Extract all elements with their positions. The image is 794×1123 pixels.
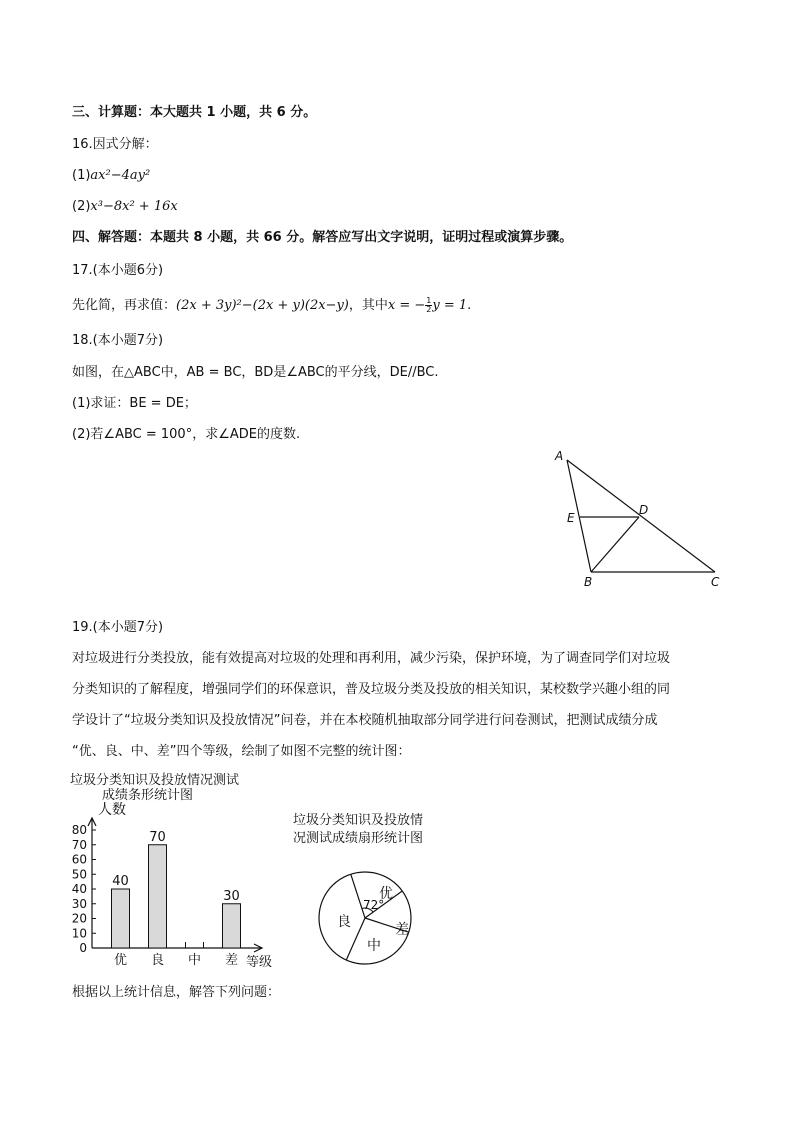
y-tick-label: 0 xyxy=(79,941,87,955)
bar-value-label: 40 xyxy=(112,874,129,889)
bar-chart-ylabel: 人数 xyxy=(98,802,126,818)
bar-chart-title-line2: 成绩条形统计图 xyxy=(102,788,194,803)
bar-chart-marks xyxy=(72,818,262,968)
q19-paragraph-line: 对垃圾进行分类投放，能有效提高对垃圾的处理和再利用，减少污染，保护环境，为了调查同学们对垃圾 xyxy=(72,651,671,666)
y-tick-label: 10 xyxy=(71,926,87,941)
y-tick-label: 40 xyxy=(71,882,87,896)
pie-chart-marks xyxy=(319,872,411,964)
triangle-figure xyxy=(545,446,730,594)
category-label: 良 xyxy=(150,953,165,968)
q16-part1 xyxy=(72,167,150,185)
y-tick-label: 20 xyxy=(71,911,87,926)
section3-heading: 三、计算题：本大题共 1 小题，共 6 分。 xyxy=(72,105,317,120)
pie-slice-label: 优 xyxy=(379,886,393,902)
label-e: E xyxy=(567,511,575,525)
y-tick-label: 70 xyxy=(71,837,87,852)
bar-value-label: 30 xyxy=(223,888,240,904)
q17-end: . xyxy=(467,298,472,313)
bar-chart xyxy=(60,768,290,974)
q19-closing: 根据以上统计信息，解答下列问题： xyxy=(72,985,281,1000)
q19-title: 19.(本小题7分) xyxy=(72,620,164,635)
q16-part2 xyxy=(72,198,178,216)
pie-slice-label: 差 xyxy=(395,922,409,938)
y-tick-label: 80 xyxy=(71,823,87,837)
q19-paragraph-line: “优、良、中、差”四个等级，绘制了如图不完整的统计图： xyxy=(72,744,411,759)
q17-frac-numerator: 1 xyxy=(426,296,432,305)
label-c: C xyxy=(711,575,720,589)
q17-x-equals: x = − xyxy=(387,298,426,313)
q18-part2: (2)若∠ABC = 100°，求∠ADE的度数. xyxy=(72,427,301,442)
q17-prefix: 先化简，再求值： xyxy=(72,298,177,313)
y-tick-label: 30 xyxy=(71,896,87,911)
q18-title: 18.(本小题7分) xyxy=(72,333,164,348)
pie-chart-title-line2: 况测试成绩扇形统计图 xyxy=(293,831,424,846)
pie-chart xyxy=(285,808,465,972)
q19-paragraph-line: 学设计了“垃圾分类知识及投放情况”问卷，并在本校随机抽取部分同学进行问卷测试，把测试成绩分成 xyxy=(72,713,658,728)
q16-part1-label: (1) xyxy=(72,168,91,183)
q16-title: 16.因式分解： xyxy=(72,137,158,152)
label-b: B xyxy=(584,575,593,589)
category-label: 差 xyxy=(224,953,239,968)
pie-chart-title-line1: 垃圾分类知识及投放情 xyxy=(293,813,424,828)
q18-statement: 如图，在△ABC中，AB = BC，BD是∠ABC的平分线，DE//BC. xyxy=(72,365,439,380)
q17-expression: (2x + 3y)²−(2x + y)(2x−y) xyxy=(176,298,349,313)
label-d: D xyxy=(639,503,649,517)
q16-part1-expression: ax²−4ay² xyxy=(90,168,151,183)
label-a: A xyxy=(555,449,564,463)
q18-part1: (1)求证：BE = DE； xyxy=(72,396,197,411)
q17-statement xyxy=(72,297,471,315)
pie-slice-label: 良 xyxy=(337,914,351,930)
q17-where: ，其中 xyxy=(348,298,388,313)
q17-y-equals: y = 1 xyxy=(432,298,468,313)
q19-paragraph xyxy=(72,643,722,767)
q19-paragraph-line: 分类知识的了解程度，增强同学们的环保意识，普及垃圾分类及投放的相关知识，某校数学兴趣小组的同 xyxy=(72,682,671,697)
q16-part2-label: (2) xyxy=(72,199,91,214)
y-tick-label: 50 xyxy=(71,867,87,882)
segment-bd xyxy=(591,517,639,572)
q17-title: 17.(本小题6分) xyxy=(72,263,164,278)
category-label: 优 xyxy=(113,953,128,968)
angle-annotation: 72° xyxy=(363,898,385,912)
bar xyxy=(112,889,130,948)
bar-chart-title-line1: 垃圾分类知识及投放情况测试 xyxy=(70,773,240,788)
bar xyxy=(149,845,167,948)
y-tick-label: 60 xyxy=(71,852,87,867)
bar xyxy=(223,904,241,948)
section4-heading: 四、解答题：本题共 8 小题，共 66 分。解答应写出文字说明，证明过程或演算步骤。 xyxy=(72,230,573,245)
q17-frac-denominator: 2 xyxy=(426,305,432,314)
bar-value-label: 70 xyxy=(149,829,166,845)
bar-chart-xlabel: 等级 xyxy=(246,955,273,970)
pie-slice-label: 中 xyxy=(367,938,381,954)
category-label: 中 xyxy=(187,953,202,968)
q16-part2-expression: x³−8x² + 16x xyxy=(90,199,178,214)
